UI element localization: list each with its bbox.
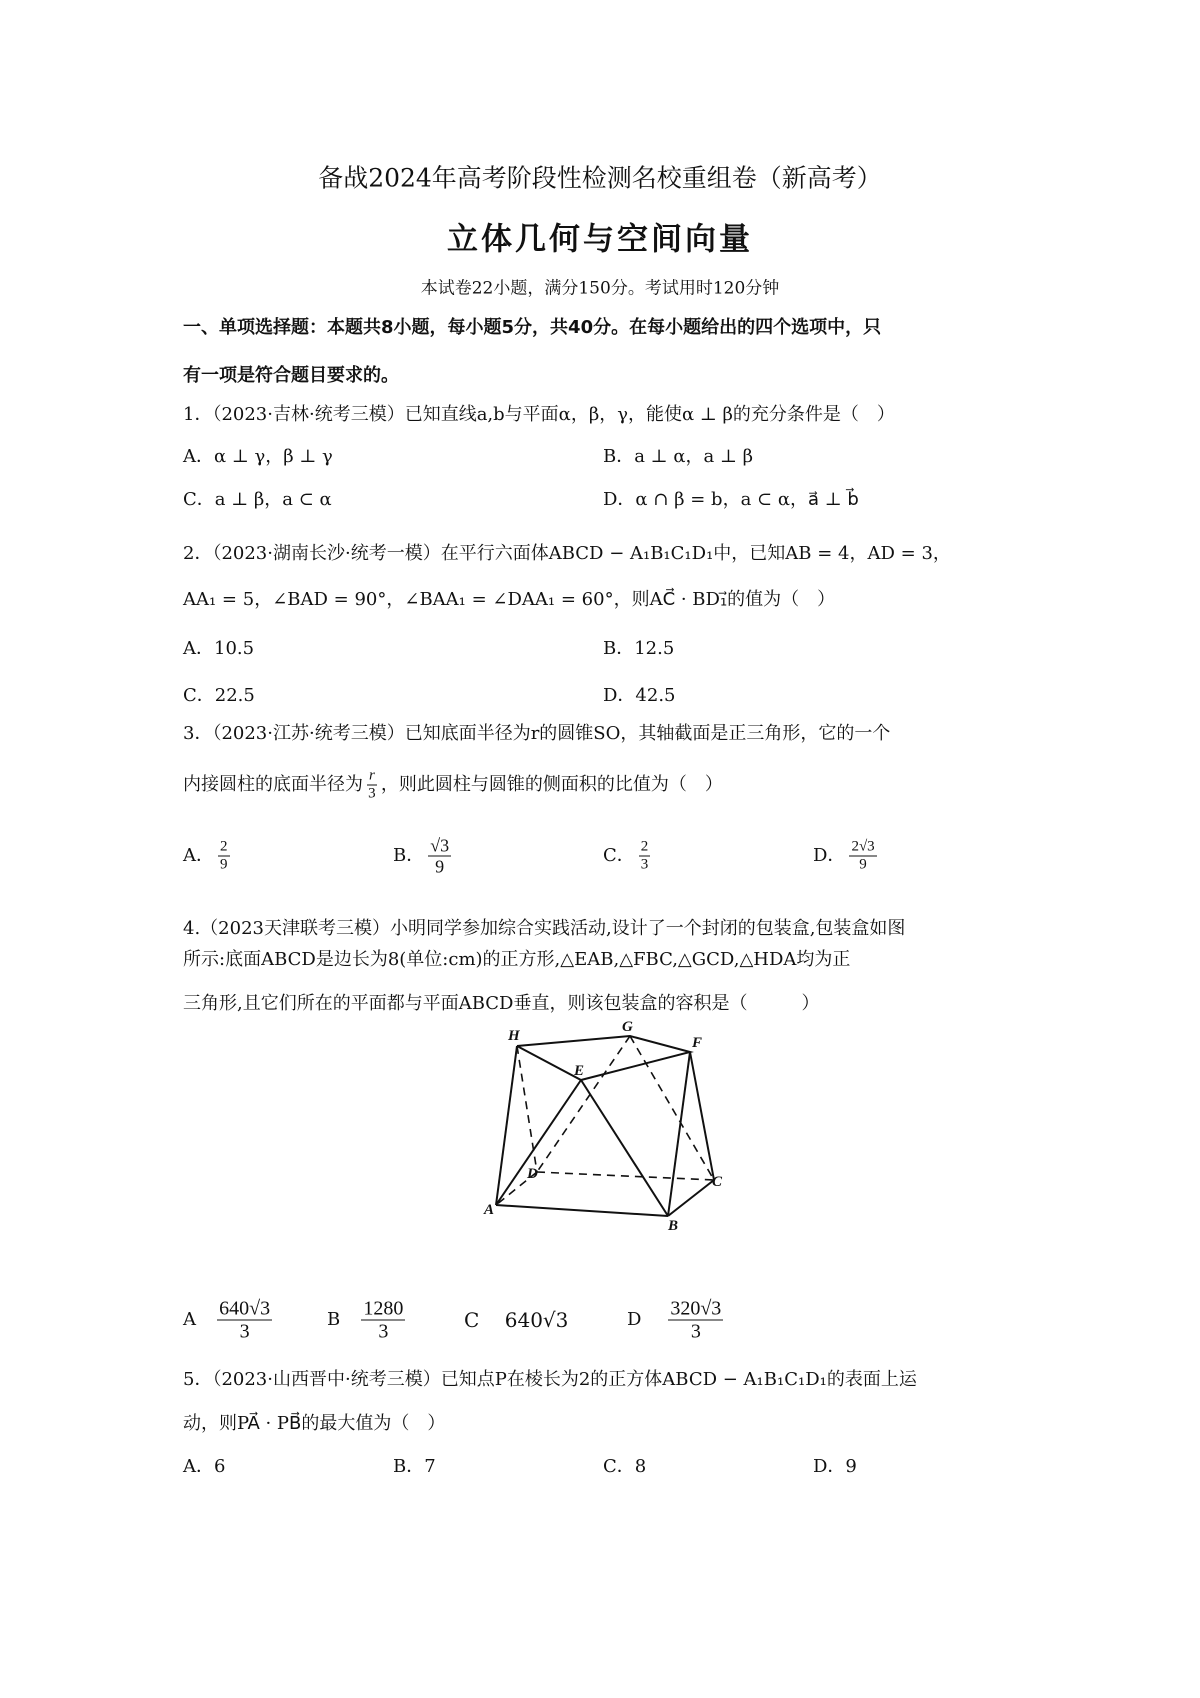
- q1-option-c: C．a ⊥ β，a ⊂ α: [183, 489, 332, 510]
- option-label: C: [464, 1308, 480, 1332]
- q3-stem: 3．（2023·江苏·统考三模）已知底面半径为r的圆锥SO，其轴截面是正三角形，它的一个: [183, 723, 891, 744]
- q1-option-d: D．α ∩ β = b，a ⊂ α，a⃗ ⊥ b⃗: [603, 489, 859, 510]
- q3-text: ，则此圆柱与圆锥的侧面积的比值为（ ）: [380, 774, 723, 795]
- denominator: 9: [859, 856, 867, 873]
- q4-stem-cont2: 三角形,且它们所在的平面都与平面ABCD垂直，则该包装盒的容积是（ ）: [183, 993, 820, 1014]
- q5-stem: 5．（2023·山西晋中·统考三模）已知点P在棱长为2的正方体ABCD − A₁B₁C₁D₁的表面上运: [183, 1369, 917, 1390]
- option-label: B: [327, 1309, 341, 1330]
- denominator: 3: [690, 1320, 701, 1343]
- vertex-label-g: G: [622, 1019, 633, 1035]
- denominator: 3: [378, 1320, 389, 1343]
- q1-stem: 1．（2023·吉林·统考三模）已知直线a,b与平面α，β，γ，能使α ⊥ β的充分条件是（ ）: [183, 404, 895, 425]
- q4-stem-cont: 所示:底面ABCD是边长为8(单位:cm)的正方形,△EAB,△FBC,△GCD,△HDA均为正: [183, 949, 851, 970]
- option-value: 640√3: [504, 1308, 569, 1332]
- fraction: [361, 1299, 405, 1342]
- q5-option-d: D．9: [813, 1456, 857, 1477]
- denominator: 3: [640, 856, 649, 873]
- option-label: D．: [813, 845, 846, 866]
- vertex-label-e: E: [574, 1063, 585, 1079]
- numerator: √3: [430, 835, 450, 856]
- q1-option-b: B．a ⊥ α，a ⊥ β: [603, 446, 753, 467]
- option-label: A．: [183, 845, 214, 866]
- denominator: 9: [435, 856, 445, 877]
- numerator: 640√3: [219, 1297, 271, 1320]
- exam-info: 本试卷22小题，满分150分。考试用时120分钟: [420, 278, 780, 299]
- q4-stem: 4.（2023天津联考三模）小明同学参加综合实践活动,设计了一个封闭的包装盒,包装盒如图: [183, 918, 906, 939]
- numerator: r: [369, 767, 375, 784]
- vertex-label-b: B: [668, 1218, 679, 1234]
- q5-option-a: A．6: [183, 1456, 226, 1477]
- q4-option-d: [627, 1299, 727, 1342]
- q2-option-d: D．42.5: [603, 685, 676, 706]
- fraction: [217, 1299, 272, 1342]
- q4-option-b: [327, 1299, 409, 1342]
- denominator: 9: [220, 856, 228, 873]
- option-label: B．: [393, 845, 425, 866]
- numerator: 2√3: [851, 838, 875, 855]
- option-label: A: [183, 1309, 196, 1330]
- vertex-label-h: H: [508, 1028, 520, 1044]
- q1-option-a: A．α ⊥ γ，β ⊥ γ: [183, 446, 333, 467]
- q5-option-b: B．7: [393, 1456, 436, 1477]
- vertex-label-f: F: [692, 1035, 703, 1051]
- q4-option-c: [464, 1310, 568, 1330]
- q5-stem-cont: 动，则PA⃗ · PB⃗的最大值为（ ）: [183, 1413, 446, 1434]
- option-label: D: [627, 1309, 642, 1330]
- q2-option-a: A．10.5: [183, 638, 255, 659]
- q3-text: 内接圆柱的底面半径为: [183, 774, 363, 795]
- vertex-label-c: C: [712, 1174, 723, 1190]
- q5-option-c: C．8: [603, 1456, 647, 1477]
- option-label: C．: [603, 845, 635, 866]
- denominator: 3: [368, 785, 376, 802]
- series-title: 备战2024年高考阶段性检测名校重组卷（新高考）: [318, 163, 882, 193]
- q2-option-c: C．22.5: [183, 685, 255, 706]
- q4-option-a: [183, 1299, 276, 1342]
- section-heading-cont: 有一项是符合题目要求的。: [183, 365, 399, 386]
- q2-stem: 2．（2023·湖南长沙·统考一模）在平行六面体ABCD − A₁B₁C₁D₁中，已知AB = 4，AD = 3，: [183, 543, 951, 564]
- section-heading: 一、单项选择题：本题共8小题，每小题5分，共40分。在每小题给出的四个选项中，只: [183, 317, 882, 338]
- q2-stem-cont: AA₁ = 5，∠BAD = 90°，∠BAA₁ = ∠DAA₁ = 60°，则AC⃗ · BD₁⃗的值为（ ）: [183, 589, 836, 610]
- denominator: 3: [239, 1320, 250, 1343]
- numerator: 1280: [363, 1297, 404, 1320]
- fraction: [668, 1299, 723, 1342]
- numerator: 2: [220, 838, 228, 855]
- vertex-label-d: D: [527, 1166, 538, 1182]
- page-title: 立体几何与空间向量: [447, 221, 753, 258]
- numerator: 2: [640, 838, 649, 855]
- vertex-label-a: A: [484, 1202, 495, 1218]
- q2-option-b: B．12.5: [603, 638, 675, 659]
- numerator: 320√3: [670, 1297, 722, 1320]
